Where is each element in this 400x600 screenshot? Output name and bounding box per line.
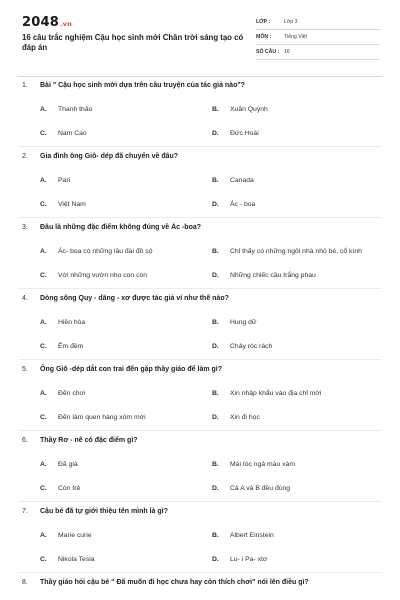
option-letter: B. xyxy=(212,390,219,397)
option-letter: A. xyxy=(40,106,47,113)
answer-option[interactable] xyxy=(212,461,295,468)
logo-text: 2048 xyxy=(22,15,59,30)
option-letter: D. xyxy=(212,130,219,137)
question-text: Bài " Cậu học sinh mới dựa trên câu truyện của tác giả nào"? xyxy=(40,82,245,89)
option-text: Xin đi học xyxy=(230,414,260,421)
answer-option[interactable] xyxy=(212,532,274,539)
meta-value: Lớp 3 xyxy=(284,19,298,25)
option-text: Canada xyxy=(230,177,254,184)
meta-value: Tiếng Việt xyxy=(284,34,308,40)
option-letter: C. xyxy=(40,130,47,137)
option-text: Mái tóc ngả màu xám xyxy=(230,461,295,468)
option-letter: D. xyxy=(212,343,219,350)
option-text: Xuân Quỳnh xyxy=(230,106,268,113)
answer-option[interactable] xyxy=(212,485,290,492)
answer-option[interactable] xyxy=(40,343,83,350)
option-letter: A. xyxy=(40,461,47,468)
answer-option[interactable] xyxy=(40,461,78,468)
question-separator xyxy=(18,288,382,289)
option-text: Chảy róc rách xyxy=(230,343,273,350)
question-number: 4. xyxy=(22,295,28,302)
question-text: Thầy giáo hỏi cậu bé " Đã muốn đi học chưa hay còn thích chơi" nói lên điều gì? xyxy=(40,579,309,586)
answer-option[interactable] xyxy=(40,414,146,421)
question-separator xyxy=(18,501,382,502)
question-text: Dòng sông Quy - dăng - xơ được tác giả ví như thế nào? xyxy=(40,295,229,302)
option-text: Còn trẻ xyxy=(58,485,81,492)
option-letter: B. xyxy=(212,461,219,468)
option-letter: B. xyxy=(212,177,219,184)
answer-option[interactable] xyxy=(40,201,86,208)
meta-row-grade xyxy=(256,15,380,30)
option-letter: A. xyxy=(40,532,47,539)
option-text: Cả A và B đều đúng xyxy=(230,485,291,492)
option-letter: C. xyxy=(40,272,47,279)
meta-key: SỐ CÂU : xyxy=(256,49,280,55)
answer-option[interactable] xyxy=(212,201,255,208)
option-text: Marie curie xyxy=(58,532,92,539)
question-number: 5. xyxy=(22,366,28,373)
logo-suffix: .vn xyxy=(59,20,72,28)
question-text: Thầy Rơ - nê có đặc điểm gì? xyxy=(40,437,138,444)
option-text: Nam Cao xyxy=(58,130,87,137)
question-separator xyxy=(18,217,382,218)
option-letter: C. xyxy=(40,414,47,421)
document-header xyxy=(0,0,400,72)
question-text: Gia đình ông Giô- dép đã chuyển về đâu? xyxy=(40,153,179,160)
option-text: Albert Einstein xyxy=(230,532,274,539)
option-letter: D. xyxy=(212,414,219,421)
answer-option[interactable] xyxy=(40,532,92,539)
question-number: 3. xyxy=(22,224,28,231)
option-text: Những chiếc cầu trắng phau xyxy=(230,272,316,279)
meta-key: MÔN : xyxy=(256,34,272,40)
answer-option[interactable] xyxy=(212,106,268,113)
question-number: 1. xyxy=(22,82,28,89)
question-number: 2. xyxy=(22,153,28,160)
option-text: Đã già xyxy=(58,461,78,468)
meta-row-count xyxy=(256,45,380,60)
option-text: Hiền hòa xyxy=(58,319,86,326)
option-letter: D. xyxy=(212,556,219,563)
document-title: 16 câu trắc nghiệm Cậu học sinh mới Chân trời sáng tạo có đáp án xyxy=(22,33,244,52)
meta-row-subject xyxy=(256,30,380,45)
question-text: Đâu là những đặc điểm không đúng về Ác -boa? xyxy=(40,224,202,231)
option-text: Ác- boa có những lâu đài đồ sộ xyxy=(58,248,153,255)
option-letter: C. xyxy=(40,556,47,563)
question-number: 8. xyxy=(22,579,28,586)
answer-option[interactable] xyxy=(40,248,152,255)
answer-option[interactable] xyxy=(40,556,95,563)
answer-option[interactable] xyxy=(40,177,70,184)
answer-option[interactable] xyxy=(40,485,80,492)
option-text: Với những vườn nho con con xyxy=(58,272,148,279)
option-letter: D. xyxy=(212,485,219,492)
option-letter: C. xyxy=(40,201,47,208)
answer-option[interactable] xyxy=(40,130,87,137)
answer-option[interactable] xyxy=(212,177,254,184)
meta-value: 16 xyxy=(284,49,290,55)
option-text: Đến làm quen hàng xóm mới xyxy=(58,414,146,421)
option-text: Nikola Tesla xyxy=(58,556,95,563)
answer-option[interactable] xyxy=(40,106,92,113)
option-text: Thanh thảo xyxy=(58,106,93,113)
option-text: Ác - boa xyxy=(230,201,256,208)
answer-option[interactable] xyxy=(212,343,272,350)
question-separator xyxy=(18,430,382,431)
option-letter: A. xyxy=(40,390,47,397)
answer-option[interactable] xyxy=(40,319,85,326)
question-separator xyxy=(18,359,382,360)
answer-option[interactable] xyxy=(40,390,86,397)
option-letter: D. xyxy=(212,272,219,279)
option-text: Êm đềm xyxy=(58,343,84,350)
question-text: Ông Giô -dép dắt con trai đến gặp thầy giáo để làm gì? xyxy=(40,366,223,373)
question-separator xyxy=(18,572,382,573)
answer-option[interactable] xyxy=(40,272,147,279)
answer-option[interactable] xyxy=(212,390,321,397)
option-letter: D. xyxy=(212,201,219,208)
option-text: Việt Nam xyxy=(58,201,86,208)
question-separator xyxy=(18,146,382,147)
option-letter: A. xyxy=(40,319,47,326)
option-letter: B. xyxy=(212,248,219,255)
site-logo[interactable] xyxy=(22,15,72,30)
header-divider xyxy=(18,76,382,77)
option-letter: B. xyxy=(212,319,219,326)
option-text: Chỉ thấy có những ngôi nhà nhỏ bé, cổ kính xyxy=(230,248,362,255)
option-letter: A. xyxy=(40,177,47,184)
meta-key: LỚP : xyxy=(256,19,271,25)
answer-option[interactable] xyxy=(212,248,362,255)
option-text: Lu- i Pa- xtơ xyxy=(230,556,268,563)
answer-option[interactable] xyxy=(212,272,316,279)
option-text: Đến chơi xyxy=(58,390,86,397)
option-text: Đức Hoài xyxy=(230,130,259,137)
option-text: Hung dữ xyxy=(230,319,257,326)
option-text: Pari xyxy=(58,177,71,184)
answer-option[interactable] xyxy=(212,414,260,421)
option-letter: B. xyxy=(212,106,219,113)
question-number: 6. xyxy=(22,437,28,444)
meta-table xyxy=(256,15,380,60)
option-letter: A. xyxy=(40,248,47,255)
answer-option[interactable] xyxy=(212,130,259,137)
question-number: 7. xyxy=(22,508,28,515)
question-text: Cậu bé đã tự giới thiệu tên mình là gì? xyxy=(40,508,168,515)
option-letter: B. xyxy=(212,532,219,539)
option-letter: C. xyxy=(40,343,47,350)
answer-option[interactable] xyxy=(212,319,256,326)
option-letter: C. xyxy=(40,485,47,492)
answer-option[interactable] xyxy=(212,556,267,563)
option-text: Xin nhập khẩu vào địa chỉ mới xyxy=(230,390,322,397)
